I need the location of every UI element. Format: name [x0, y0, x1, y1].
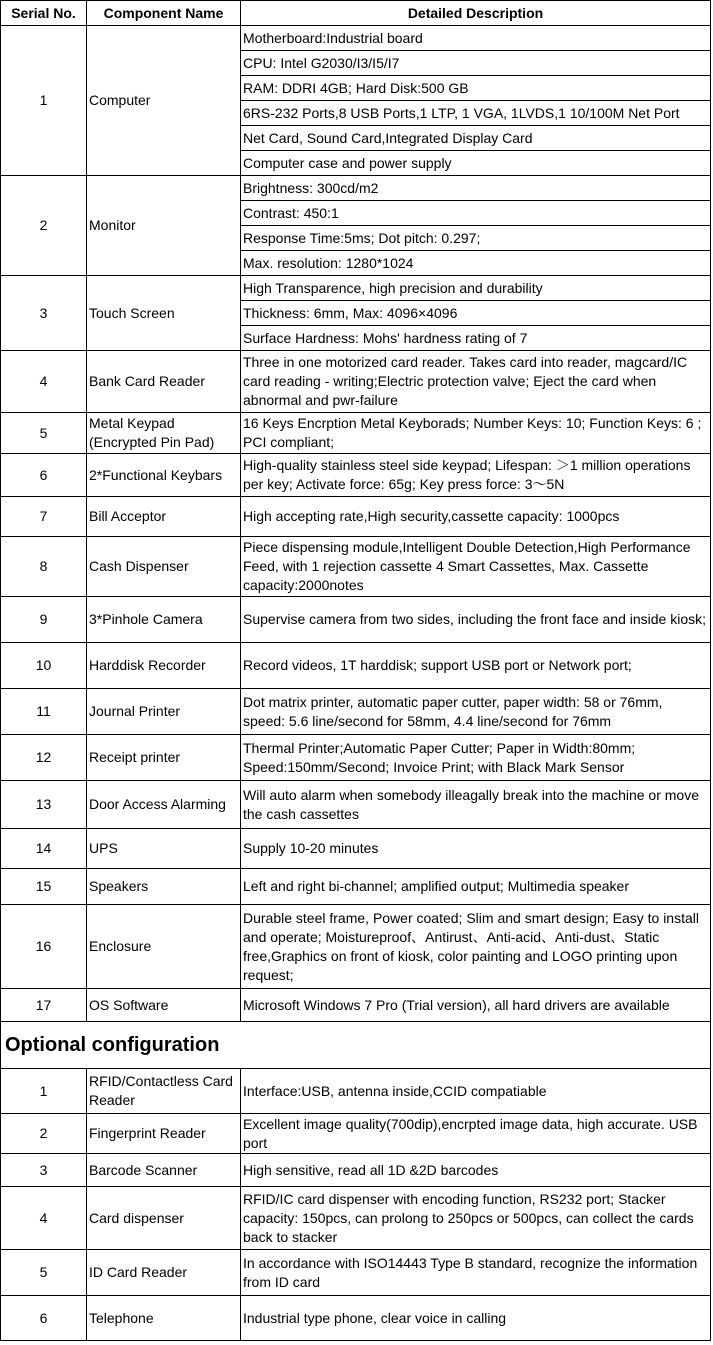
component-name: Barcode Scanner	[87, 1154, 241, 1187]
table-row	[1, 351, 711, 413]
serial-cell: 9	[1, 597, 87, 643]
table-row	[1, 1114, 711, 1154]
description-cell: RAM: DDRI 4GB; Hard Disk:500 GB	[241, 76, 711, 101]
serial-cell: 4	[1, 351, 87, 413]
serial-cell: 7	[1, 497, 87, 537]
section-row	[1, 1022, 711, 1069]
serial-cell: 17	[1, 989, 87, 1022]
description-cell: In accordance with ISO14443 Type B standard, recognize the information from ID card	[241, 1250, 711, 1296]
description-cell: High sensitive, read all 1D &2D barcodes	[241, 1154, 711, 1187]
component-name: Touch Screen	[87, 276, 241, 351]
component-name: Fingerprint Reader	[87, 1114, 241, 1154]
description-cell: Surface Hardness: Mohs' hardness rating of 7	[241, 326, 711, 351]
serial-cell: 15	[1, 869, 87, 905]
description-cell: CPU: Intel G2030/I3/I5/I7	[241, 51, 711, 76]
description-cell: Record videos, 1T harddisk; support USB port or Network port;	[241, 643, 711, 689]
table-row	[1, 989, 711, 1022]
table-row	[1, 1069, 711, 1114]
serial-cell: 2	[1, 1114, 87, 1154]
serial-cell: 11	[1, 689, 87, 735]
component-name: ID Card Reader	[87, 1250, 241, 1296]
serial-cell: 3	[1, 276, 87, 351]
component-header: Component Name	[87, 1, 241, 26]
component-name: Enclosure	[87, 905, 241, 989]
serial-header: Serial No.	[1, 1, 87, 26]
description-cell: High Transparence, high precision and durability	[241, 276, 711, 301]
component-name: OS Software	[87, 989, 241, 1022]
table-row	[1, 1250, 711, 1296]
serial-cell: 6	[1, 1296, 87, 1341]
component-name: Bill Acceptor	[87, 497, 241, 537]
table-row	[1, 413, 711, 454]
description-cell: Left and right bi-channel; amplified output; Multimedia speaker	[241, 869, 711, 905]
table-row	[1, 869, 711, 905]
serial-cell: 13	[1, 781, 87, 829]
serial-cell: 12	[1, 735, 87, 781]
serial-cell: 1	[1, 26, 87, 176]
table-row	[1, 537, 711, 597]
table-row	[1, 1187, 711, 1250]
serial-cell: 3	[1, 1154, 87, 1187]
description-cell: Piece dispensing module,Intelligent Double Detection,High Performance Feed, with 1 rejection cassette 4 Smart Cassettes, Max. Cassette capacity:2000notes	[241, 537, 711, 597]
component-name: Journal Printer	[87, 689, 241, 735]
description-cell: Durable steel frame, Power coated; Slim and smart design; Easy to install and operate; Moistureproof、Antirust、Anti-acid、Anti-dust、Static free,Graphics on front of kiosk, color painting and LOGO printing upon request;	[241, 905, 711, 989]
table-row	[1, 597, 711, 643]
description-cell: Dot matrix printer, automatic paper cutter, paper width: 58 or 76mm, speed: 5.6 line/second for 58mm, 4.4 line/second for 76mm	[241, 689, 711, 735]
component-name: Metal Keypad (Encrypted Pin Pad)	[87, 413, 241, 454]
component-name: Cash Dispenser	[87, 537, 241, 597]
table-row	[1, 781, 711, 829]
description-cell: High accepting rate,High security,cassette capacity: 1000pcs	[241, 497, 711, 537]
description-cell: Will auto alarm when somebody illeagally break into the machine or move the cash cassettes	[241, 781, 711, 829]
description-cell: RFID/IC card dispenser with encoding function, RS232 port; Stacker capacity: 150pcs, can prolong to 250pcs or 500pcs, can collect the cards back to stacker	[241, 1187, 711, 1250]
description-cell: Thickness: 6mm, Max: 4096×4096	[241, 301, 711, 326]
serial-cell: 6	[1, 454, 87, 497]
serial-cell: 4	[1, 1187, 87, 1250]
table-row	[1, 497, 711, 537]
description-cell: Net Card, Sound Card,Integrated Display Card	[241, 126, 711, 151]
description-cell: Max. resolution: 1280*1024	[241, 251, 711, 276]
component-name: Card dispenser	[87, 1187, 241, 1250]
description-cell: Three in one motorized card reader. Takes card into reader, magcard/IC card reading - writing;Electric protection valve; Eject the card when abnormal and pwr-failure	[241, 351, 711, 413]
description-cell: High-quality stainless steel side keypad; Lifespan: ＞1 million operations per key; Activate force: 65g; Key press force: 3～5N	[241, 454, 711, 497]
serial-cell: 5	[1, 413, 87, 454]
table-row	[1, 276, 711, 301]
serial-cell: 2	[1, 176, 87, 276]
description-cell: Contrast: 450:1	[241, 201, 711, 226]
table-row	[1, 735, 711, 781]
serial-cell: 14	[1, 829, 87, 869]
component-name: UPS	[87, 829, 241, 869]
description-cell: Response Time:5ms; Dot pitch: 0.297;	[241, 226, 711, 251]
description-cell: Motherboard:Industrial board	[241, 26, 711, 51]
description-cell: 16 Keys Encrption Metal Keyborads; Number Keys: 10; Function Keys: 6 ; PCI compliant;	[241, 413, 711, 454]
description-cell: Brightness: 300cd/m2	[241, 176, 711, 201]
component-name: Monitor	[87, 176, 241, 276]
component-name: Telephone	[87, 1296, 241, 1341]
table-row	[1, 829, 711, 869]
component-name: Bank Card Reader	[87, 351, 241, 413]
serial-cell: 10	[1, 643, 87, 689]
serial-cell: 16	[1, 905, 87, 989]
header-row	[1, 1, 711, 26]
table-row	[1, 1296, 711, 1341]
component-name: 2*Functional Keybars	[87, 454, 241, 497]
serial-cell: 1	[1, 1069, 87, 1114]
component-name: RFID/Contactless Card Reader	[87, 1069, 241, 1114]
component-name: Computer	[87, 26, 241, 176]
description-cell: Computer case and power supply	[241, 151, 711, 176]
description-cell: Excellent image quality(700dip),encrpted image data, high accurate. USB port	[241, 1114, 711, 1154]
optional-configuration-title: Optional configuration	[1, 1022, 711, 1069]
table-row	[1, 1154, 711, 1187]
component-name: 3*Pinhole Camera	[87, 597, 241, 643]
description-cell: Interface:USB, antenna inside,CCID compatiable	[241, 1069, 711, 1114]
component-name: Harddisk Recorder	[87, 643, 241, 689]
table-row	[1, 26, 711, 51]
component-name: Receipt printer	[87, 735, 241, 781]
description-cell: 6RS-232 Ports,8 USB Ports,1 LTP, 1 VGA, 1LVDS,1 10/100M Net Port	[241, 101, 711, 126]
description-header: Detailed Description	[241, 1, 711, 26]
component-name: Speakers	[87, 869, 241, 905]
table-row	[1, 905, 711, 989]
description-cell: Microsoft Windows 7 Pro (Trial version), all hard drivers are available	[241, 989, 711, 1022]
table-row	[1, 176, 711, 201]
component-name: Door Access Alarming	[87, 781, 241, 829]
table-row	[1, 689, 711, 735]
serial-cell: 8	[1, 537, 87, 597]
description-cell: Industrial type phone, clear voice in calling	[241, 1296, 711, 1341]
table-row	[1, 454, 711, 497]
description-cell: Supply 10-20 minutes	[241, 829, 711, 869]
table-row	[1, 643, 711, 689]
description-cell: Supervise camera from two sides, including the front face and inside kiosk;	[241, 597, 711, 643]
serial-cell: 5	[1, 1250, 87, 1296]
description-cell: Thermal Printer;Automatic Paper Cutter; Paper in Width:80mm; Speed:150mm/Second; Invoice Print; with Black Mark Sensor	[241, 735, 711, 781]
